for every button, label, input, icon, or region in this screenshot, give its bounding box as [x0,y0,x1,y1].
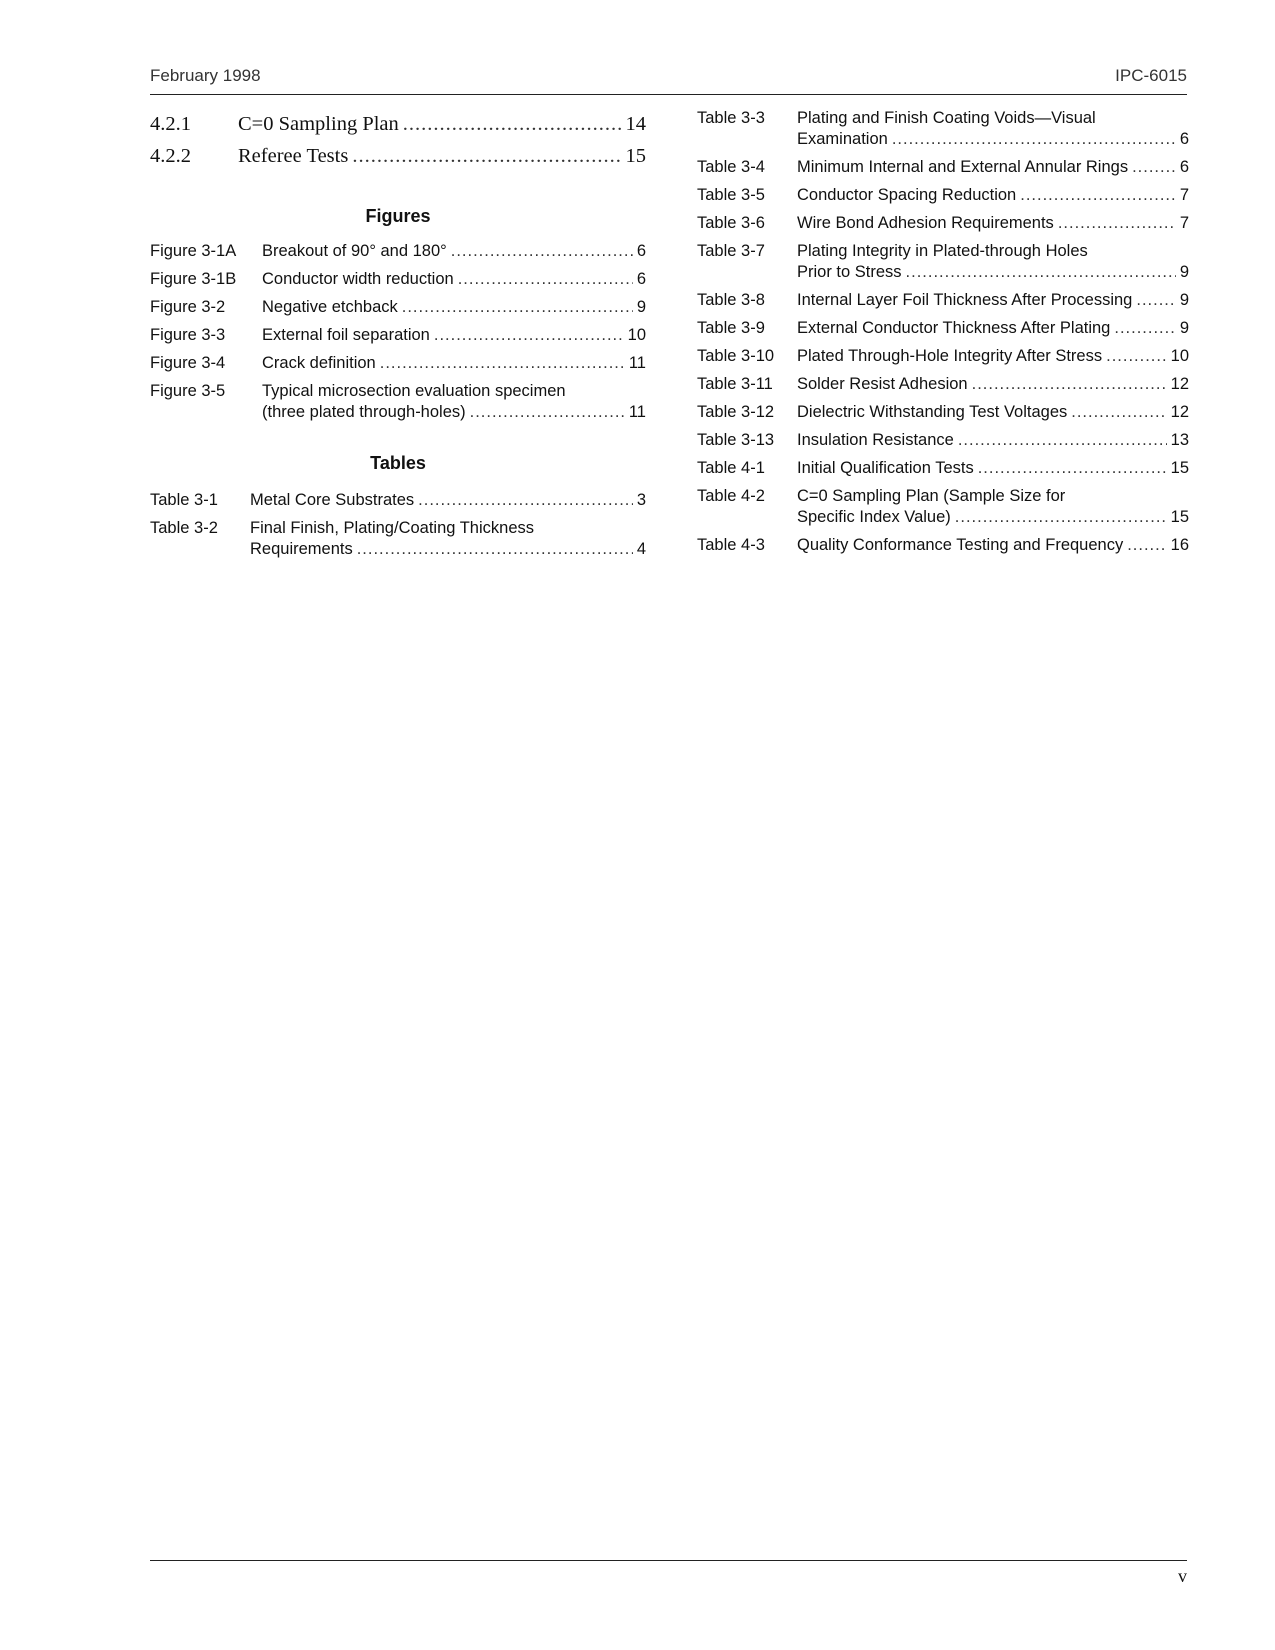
table-entry[interactable] [697,108,1189,150]
table-number: Table 3-9 [697,319,765,337]
table-number: Table 3-7 [697,242,765,260]
leader-dots [1136,290,1175,311]
leader-dots [451,241,633,262]
leader-dots [955,507,1167,528]
figure-entry[interactable] [150,269,646,290]
figure-entry[interactable] [150,297,646,318]
table-entry[interactable] [697,346,1189,367]
page-header [150,62,1187,95]
table-title: Initial Qualification Tests [797,459,974,477]
leader-dots [906,262,1176,283]
table-title: Solder Resist Adhesion [797,375,968,393]
toc-entry[interactable] [150,140,646,172]
table-page: 6 [1179,158,1189,176]
table-title: External Conductor Thickness After Plating [797,319,1111,337]
table-number: Table 3-6 [697,214,765,232]
leader-dots [352,140,621,172]
figure-page: 6 [636,270,646,288]
table-title: Conductor Spacing Reduction [797,186,1017,204]
header-date: February 1998 [150,66,261,85]
table-entry[interactable] [697,157,1189,178]
toc-entry-page: 14 [625,113,646,135]
table-title-continued: Examination [797,130,888,148]
table-page: 16 [1170,536,1189,554]
leader-dots [958,430,1167,451]
tables-list-right [697,108,1189,556]
leader-dots [1071,402,1166,423]
figure-entry[interactable] [150,381,646,423]
figure-number: Figure 3-3 [150,326,226,344]
leader-dots [1058,213,1176,234]
table-title: Quality Conformance Testing and Frequency [797,536,1124,554]
leader-dots [402,297,633,318]
figure-page: 11 [628,403,646,421]
table-title: C=0 Sampling Plan (Sample Size for [797,487,1066,505]
table-title: Dielectric Withstanding Test Voltages [797,403,1068,421]
table-title: Minimum Internal and External Annular Rings [797,158,1129,176]
table-entry[interactable] [150,490,646,511]
table-number: Table 3-4 [697,158,765,176]
figure-page: 9 [636,298,646,316]
leader-dots [892,129,1176,150]
table-entry[interactable] [697,430,1189,451]
leader-dots [1127,535,1166,556]
toc-entry-page: 15 [625,145,646,167]
table-title: Insulation Resistance [797,431,954,449]
figure-number: Figure 3-1A [150,242,237,260]
figure-number: Figure 3-2 [150,298,226,316]
table-number: Table 4-1 [697,459,765,477]
figure-number: Figure 3-1B [150,270,237,288]
table-page: 9 [1179,263,1189,281]
table-number: Table 3-10 [697,347,775,365]
toc-entry-title: Referee Tests [238,145,349,167]
toc-left-column [150,108,646,567]
figure-title: External foil separation [262,326,430,344]
figure-page: 11 [628,354,646,372]
table-title-continued: Requirements [250,540,353,558]
table-entry[interactable] [697,374,1189,395]
leader-dots [403,108,622,140]
tables-heading: Tables [370,453,426,473]
figure-entry[interactable] [150,325,646,346]
footer-rule [150,1560,1187,1561]
table-number: Table 3-8 [697,291,765,309]
table-entry[interactable] [697,402,1189,423]
table-page: 13 [1170,431,1189,449]
table-title: Final Finish, Plating/Coating Thickness [250,519,534,537]
table-page: 7 [1179,186,1189,204]
toc-entry[interactable] [150,108,646,140]
leader-dots [434,325,624,346]
figures-heading: Figures [365,206,431,226]
table-page: 15 [1170,459,1189,477]
table-number: Table 3-12 [697,403,775,421]
figure-title: Typical microsection evaluation specimen [262,382,566,400]
table-number: Table 4-2 [697,487,765,505]
table-entry[interactable] [697,185,1189,206]
leader-dots [1106,346,1167,367]
figure-number: Figure 3-5 [150,382,226,400]
header-doc-id: IPC-6015 [1115,66,1187,85]
leader-dots [380,353,625,374]
table-entry[interactable] [697,318,1189,339]
table-page: 15 [1170,508,1189,526]
table-page: 9 [1179,319,1189,337]
figure-page: 6 [636,242,646,260]
leader-dots [972,374,1167,395]
figure-title: Negative etchback [262,298,398,316]
figure-page: 10 [627,326,646,344]
table-page: 4 [636,540,646,558]
table-entry[interactable] [697,241,1189,283]
toc-entry-number: 4.2.1 [150,113,191,135]
table-page: 9 [1179,291,1189,309]
table-number: Table 3-1 [150,491,218,509]
table-title: Internal Layer Foil Thickness After Processing [797,291,1133,309]
toc-entry-title: C=0 Sampling Plan [238,113,399,135]
leader-dots [1132,157,1176,178]
leader-dots [470,402,625,423]
table-number: Table 3-3 [697,109,765,127]
toc-entry-number: 4.2.2 [150,145,191,167]
table-entry[interactable] [697,458,1189,479]
leader-dots [978,458,1167,479]
table-title: Wire Bond Adhesion Requirements [797,214,1054,232]
toc-right-column [697,108,1189,563]
figure-entry[interactable] [150,353,646,374]
table-title: Metal Core Substrates [250,491,415,509]
table-page: 6 [1179,130,1189,148]
figure-number: Figure 3-4 [150,354,226,372]
table-title: Plating Integrity in Plated-through Holes [797,242,1088,260]
table-entry[interactable] [697,213,1189,234]
table-number: Table 3-11 [697,375,773,393]
table-number: Table 3-13 [697,431,775,449]
figure-title-continued: (three plated through-holes) [262,403,466,421]
table-number: Table 3-5 [697,186,765,204]
page-number: v [1178,1566,1187,1586]
table-page: 7 [1179,214,1189,232]
table-entry[interactable] [150,518,646,560]
table-number: Table 4-3 [697,536,765,554]
table-title: Plating and Finish Coating Voids—Visual [797,109,1096,127]
leader-dots [458,269,633,290]
table-title-continued: Specific Index Value) [797,508,951,526]
table-page: 12 [1170,403,1189,421]
figure-title: Crack definition [262,354,376,372]
leader-dots [418,490,633,511]
table-entry[interactable] [697,535,1189,556]
table-number: Table 3-2 [150,519,218,537]
leader-dots [357,539,633,560]
table-entry[interactable] [697,290,1189,311]
tables-list-left [150,453,646,560]
figure-entry[interactable] [150,241,646,262]
table-title: Plated Through-Hole Integrity After Stress [797,347,1103,365]
leader-dots [1020,185,1176,206]
figure-title: Breakout of 90° and 180° [262,242,447,260]
leader-dots [1114,318,1175,339]
table-entry[interactable] [697,486,1189,528]
table-title-continued: Prior to Stress [797,263,902,281]
figure-title: Conductor width reduction [262,270,454,288]
table-page: 10 [1170,347,1189,365]
table-page: 12 [1170,375,1189,393]
section-contents [150,108,646,172]
table-page: 3 [636,491,646,509]
figures-list [150,206,646,423]
